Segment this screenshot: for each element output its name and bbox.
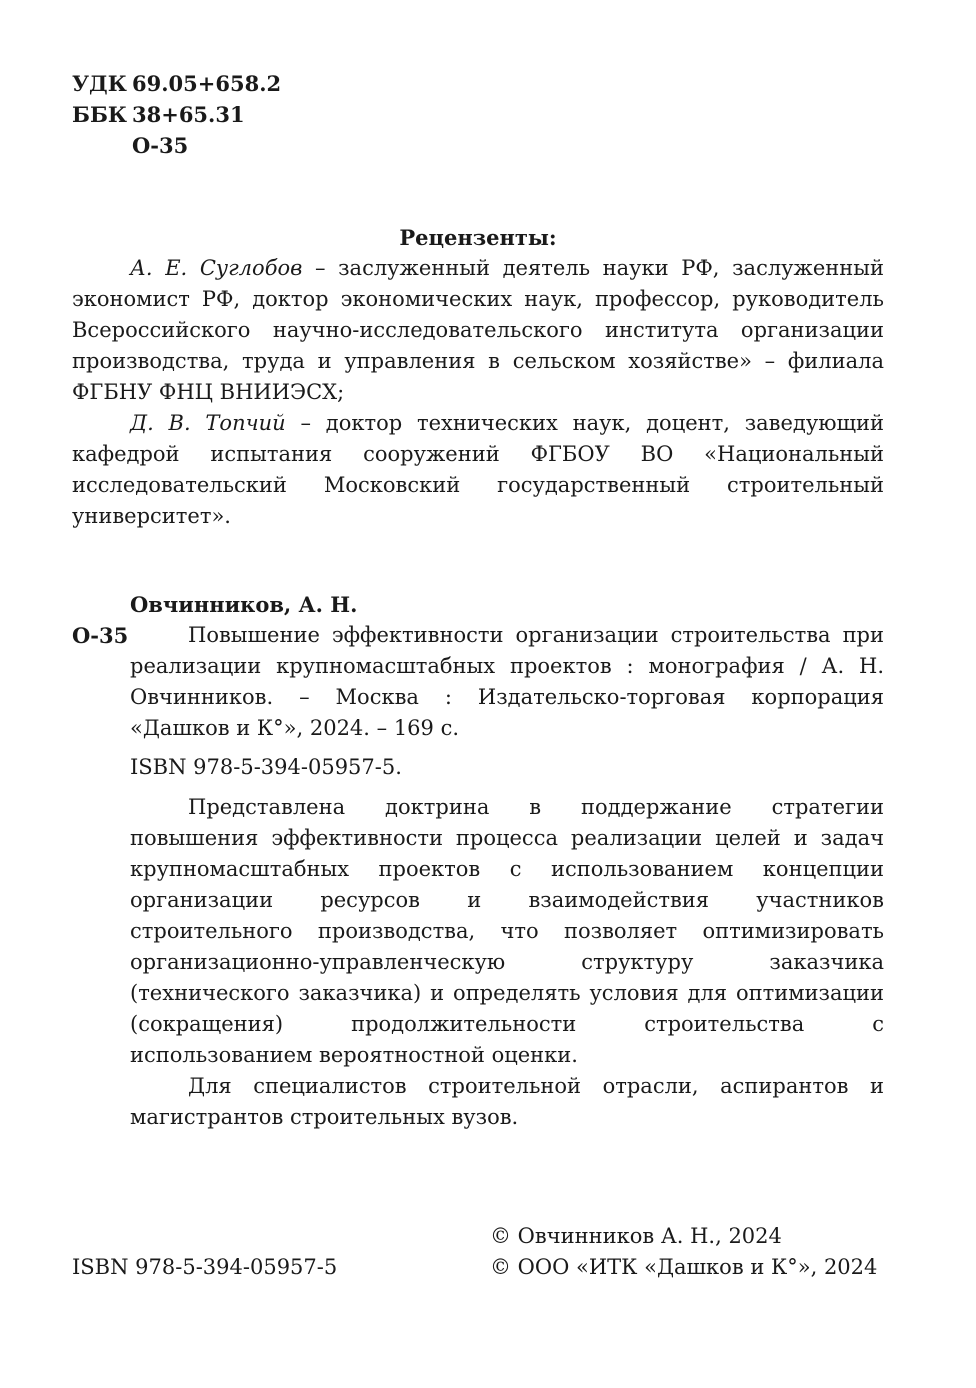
reviewer-entry <box>72 408 884 532</box>
copyright-line: © ООО «ИТК «Дашков и К°», 2024 <box>490 1255 878 1279</box>
reviewer-entry <box>72 253 884 408</box>
reviewer-description: – доктор технических наук, доцент, заведующий кафедрой испытания сооружений ФГБОУ ВО «Национальный исследовательский Московский государственный строительный университет». <box>72 411 885 528</box>
bib-author-heading: Овчинников, А. Н. <box>130 592 358 617</box>
copyright-line: © Овчинников А. Н., 2024 <box>490 1224 782 1248</box>
annotation-paragraph: Для специалистов строительной отрасли, аспирантов и магистрантов строительных вузов. <box>130 1074 884 1129</box>
udk-label: УДК <box>72 71 127 96</box>
annotation-paragraph: Представлена доктрина в поддержание стратегии повышения эффективности процесса реализации целей и задач крупномасштабных проектов с использованием концепции организации ресурсов и взаимодействия участников строительного производства, что позволяет оптимизировать организационно-управленческую структуру заказчика (технического заказчика) и определять условия для оптимизации (сокращения) продолжительности строительства с использованием вероятностной оценки. <box>130 795 884 1067</box>
bbk-row <box>72 99 281 130</box>
bib-main <box>72 620 884 744</box>
bib-isbn: ISBN 978-5-394-05957-5. <box>130 755 402 779</box>
classification-block <box>72 68 281 161</box>
footer-isbn: ISBN 978-5-394-05957-5 <box>72 1255 338 1279</box>
reviewer-name: Д. В. Топчий <box>130 411 286 435</box>
reviewer-description: – заслуженный деятель науки РФ, заслуженный экономист РФ, доктор экономических наук, профессор, руководитель Всероссийского научно-исследовательского института организации производства, труда и управления в сельском хозяйстве» – филиала ФГБНУ ФНЦ ВНИИЭСХ; <box>72 256 884 404</box>
reviewer-name: А. Е. Суглобов <box>130 256 303 280</box>
bbk-label: ББК <box>72 102 127 127</box>
bbk-value: 38+65.31 <box>132 102 245 127</box>
copyright-block <box>490 1221 877 1283</box>
author-mark-row <box>72 130 281 161</box>
author-mark: О-35 <box>132 133 189 158</box>
reviewers-block <box>72 222 884 532</box>
udk-value: 69.05+658.2 <box>132 71 282 96</box>
udk-row <box>72 68 281 99</box>
bib-code: О-35 <box>72 623 129 648</box>
bib-record-text: Повышение эффективности организации строительства при реализации крупномасштабных проектов : монография / А. Н. Овчинников. – Москва : Издательско-торговая корпорация «Дашков и К°», 2024. – 169 с. <box>130 623 884 740</box>
reviewers-title: Рецензенты: <box>399 225 557 250</box>
bib-annotation <box>72 792 884 1133</box>
bibliographic-record <box>72 589 884 1133</box>
